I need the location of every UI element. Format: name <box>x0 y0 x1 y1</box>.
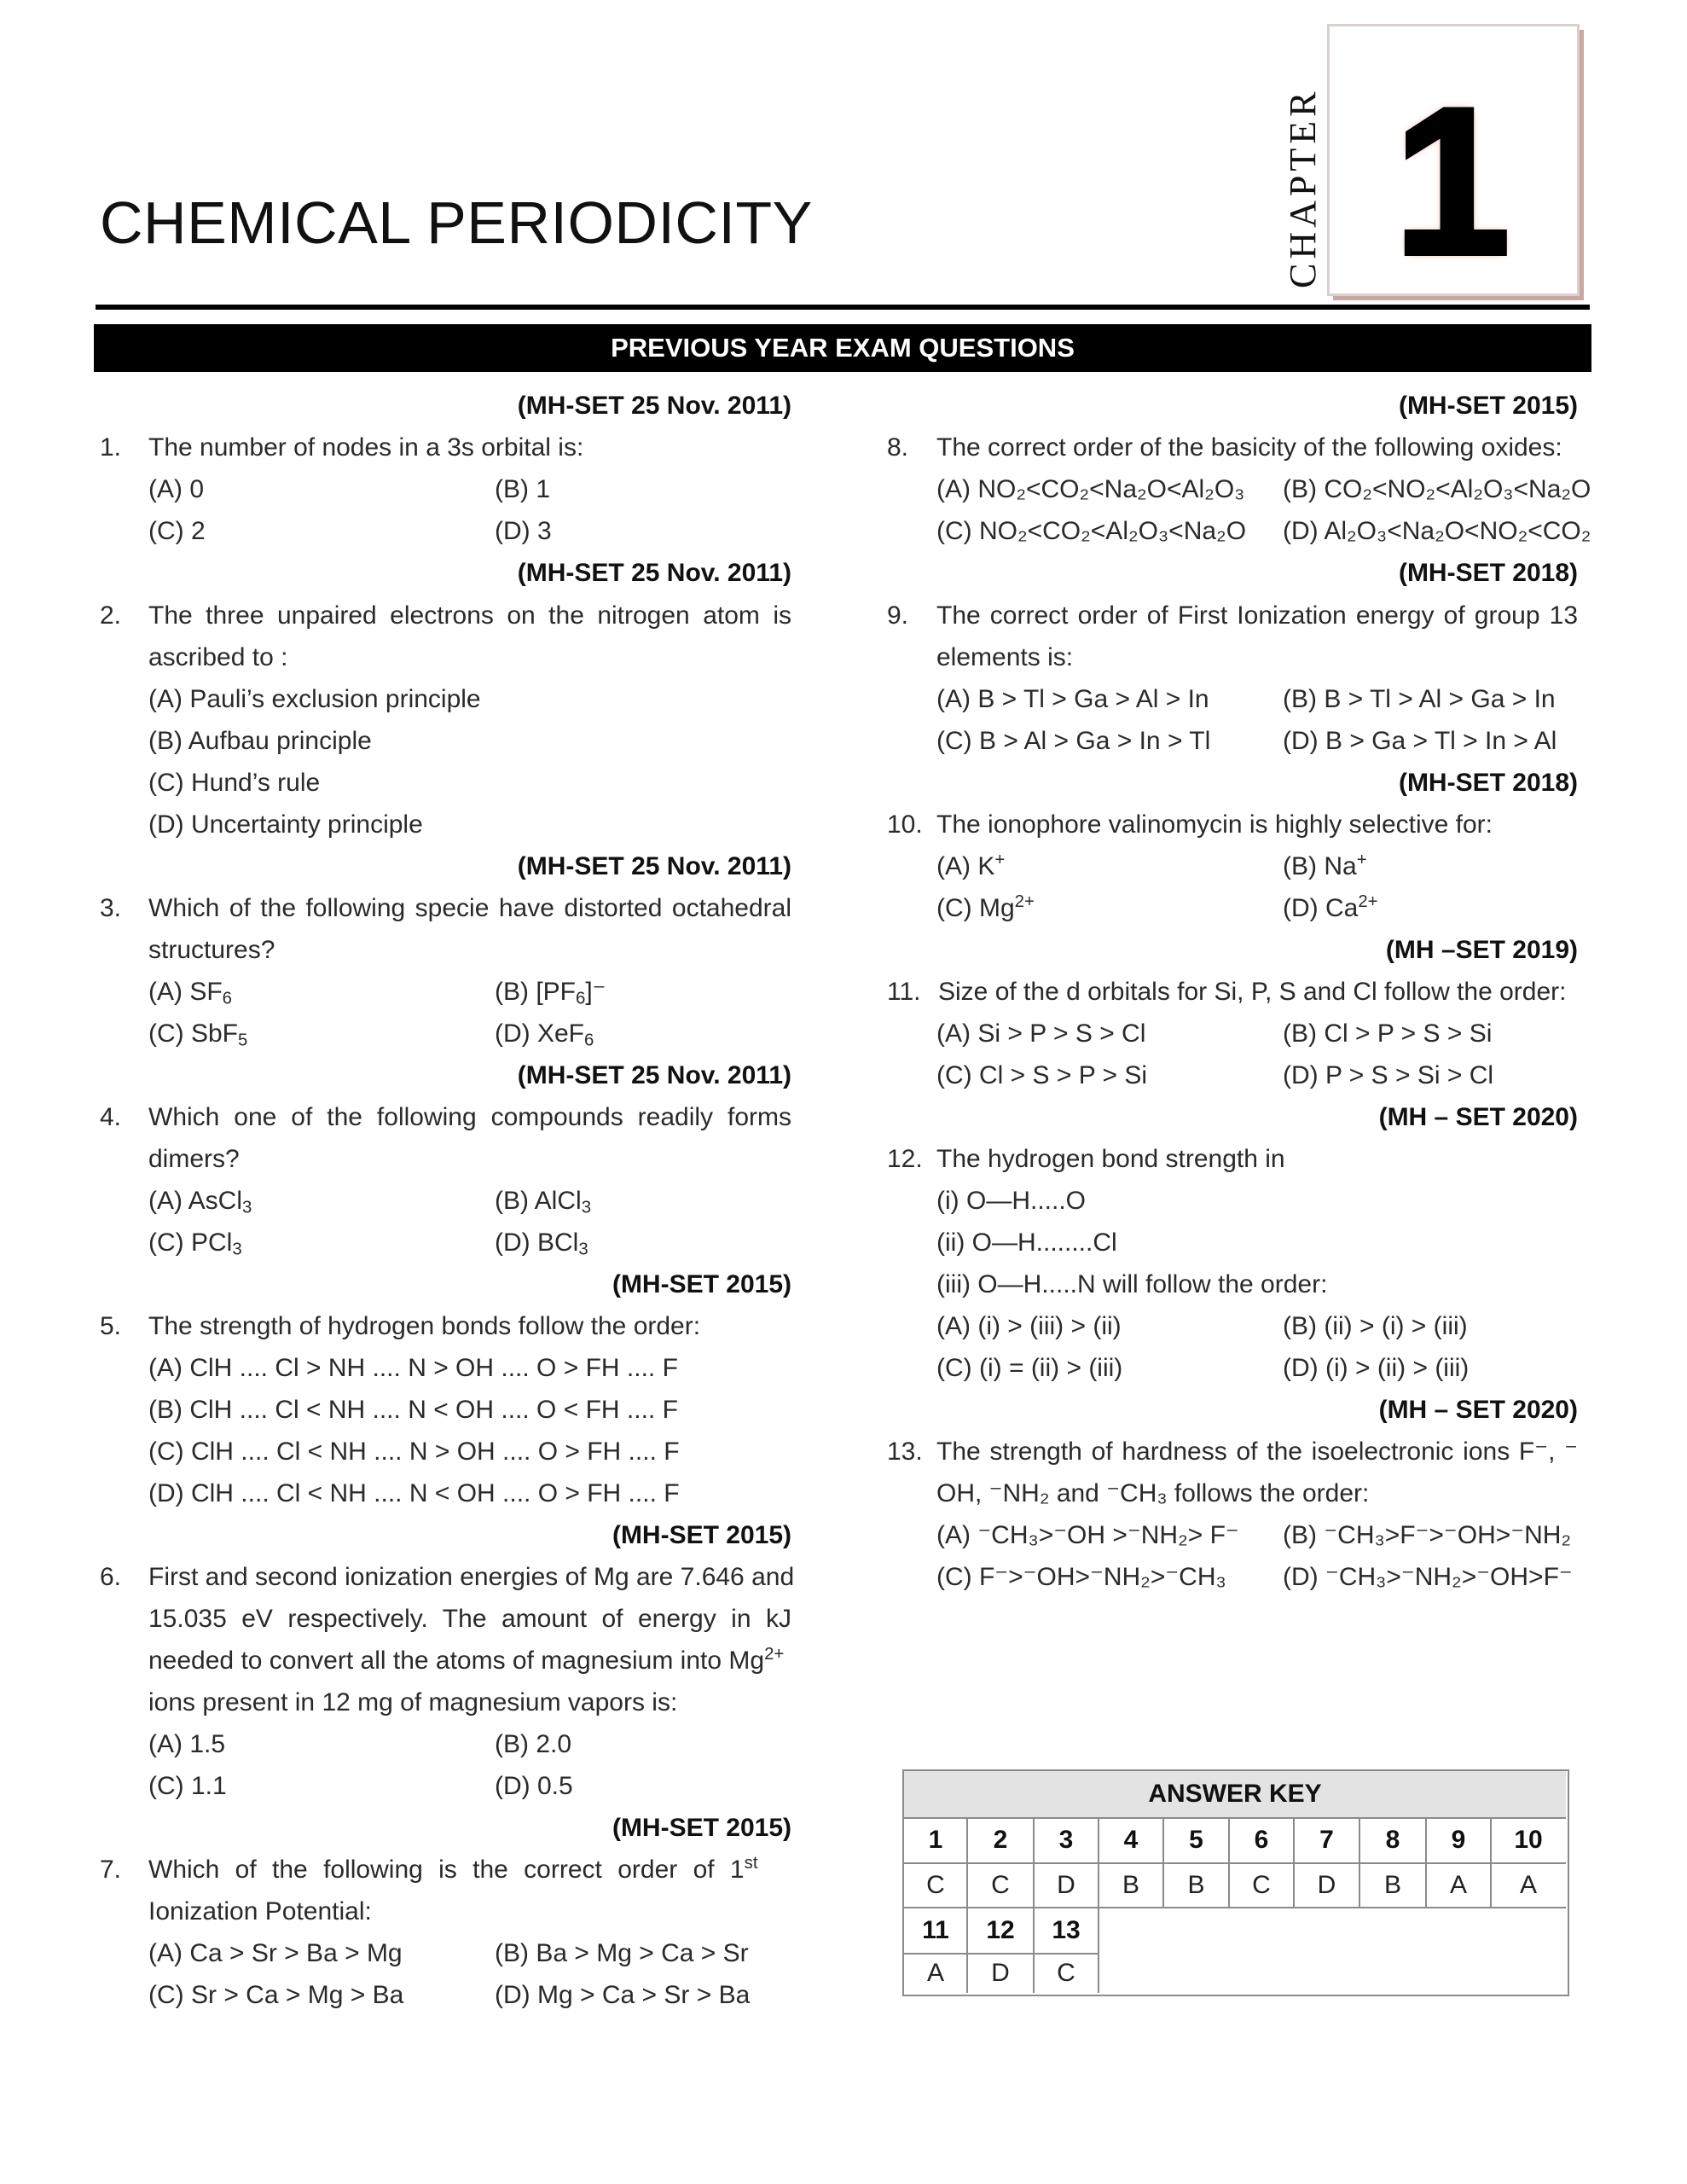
question-number: 3. <box>100 894 122 922</box>
answer-key-question-number: 7 <box>1319 1826 1334 1854</box>
option-a: (A) Si > P > S > Cl <box>936 1019 1146 1048</box>
option-b: (B) (ii) > (i) > (iii) <box>1283 1312 1468 1340</box>
answer-key-question-number: 8 <box>1385 1826 1400 1854</box>
answer-key-answer: D <box>1317 1871 1336 1899</box>
option-b: (B) ⁻CH₃>F⁻>⁻OH>⁻NH₂ <box>1283 1521 1572 1549</box>
option-b: (B) Aufbau principle <box>148 727 372 755</box>
question-number: 13. <box>887 1438 923 1466</box>
option-c: (C) F⁻>⁻OH>⁻NH₂>⁻CH₃ <box>936 1563 1226 1591</box>
option-d: (D) Mg > Ca > Sr > Ba <box>495 1981 751 2009</box>
question-text: needed to convert all the atoms of magnesium into $Mg^{2+}$ <box>148 1644 785 1675</box>
option-d: (D) 3 <box>495 517 552 545</box>
answer-key-question-number: 4 <box>1123 1826 1139 1854</box>
option-c: (C) ClH .... Cl < NH .... N > OH .... O > FH .... F <box>148 1438 680 1466</box>
question-number: 12. <box>887 1145 923 1173</box>
answer-key-answer: D <box>991 1959 1010 1987</box>
option-b: (B) 1 <box>495 475 551 503</box>
option-c: (C) Cl > S > P > Si <box>936 1061 1148 1089</box>
option-c: (C) B > Al > Ga > In > Tl <box>936 727 1211 755</box>
exam-source: (MH-SET 2015) <box>612 1270 791 1298</box>
question-text: Size of the d orbitals for Si, P, S and Cl follow the order: <box>938 978 1567 1006</box>
question-number: 2. <box>100 601 122 630</box>
answer-key-question-number: 2 <box>993 1826 1008 1854</box>
answer-key-answer: A <box>1449 1871 1467 1899</box>
answer-key-title: ANSWER KEY <box>904 1771 1566 1819</box>
exam-source: (MH-SET 25 Nov. 2011) <box>517 559 791 587</box>
option-b: (B) $[PF_6]^-$ <box>495 978 606 1008</box>
option-c: (C) 1.1 <box>148 1772 227 1800</box>
question-text: ions present in 12 mg of magnesium vapors is: <box>148 1688 678 1716</box>
exam-source: (MH-SET 2015) <box>1398 392 1578 420</box>
chapter-label-text: CHAPTER <box>1282 87 1324 288</box>
question-number: 6. <box>100 1563 122 1591</box>
answer-key-answer: A <box>926 1959 944 1987</box>
option-d: (D) (i) > (ii) > (iii) <box>1283 1354 1470 1382</box>
header-divider <box>96 305 1590 310</box>
question-text: The hydrogen bond strength in <box>936 1145 1285 1173</box>
question-number: 1. <box>100 433 122 462</box>
answer-key-answer: C <box>926 1871 945 1899</box>
answer-key-question-number: 9 <box>1451 1826 1466 1854</box>
option-d: (D) 0.5 <box>495 1772 573 1800</box>
question-text: elements is: <box>936 643 1074 671</box>
exam-source: (MH-SET 2018) <box>1398 769 1578 797</box>
question-number: 10. <box>887 810 923 839</box>
answer-key-question-number: 5 <box>1189 1826 1203 1854</box>
option-b: (B) B > Tl > Al > Ga > In <box>1283 685 1556 713</box>
question-text: The strength of hardness of the isoelectronic ions F⁻, ⁻ <box>936 1438 1578 1466</box>
exam-source: (MH-SET 2015) <box>612 1814 791 1842</box>
question-number: 4. <box>100 1103 122 1131</box>
option-c: (C) SbF$_5$ <box>148 1019 248 1050</box>
answer-key-question-number: 10 <box>1514 1826 1543 1854</box>
question-number: 7. <box>100 1856 122 1884</box>
option-c: (C) NO₂<CO₂<Al₂O₃<Na₂O <box>936 517 1247 545</box>
option-c: (C) $Mg^{2+}$ <box>936 892 1035 922</box>
exam-source: (MH-SET 25 Nov. 2011) <box>517 392 791 420</box>
answer-key-question-number: 1 <box>928 1826 943 1854</box>
option-a: (A) K+ <box>936 850 1006 880</box>
answer-key-question-number: 6 <box>1254 1826 1269 1854</box>
option-d: (D) P > S > Si > Cl <box>1283 1061 1494 1089</box>
answer-key-answer: B <box>1383 1871 1401 1899</box>
option-d: (D) BCl$_3$ <box>495 1228 588 1259</box>
question-text: Which of the following is the correct order of 1st <box>148 1853 758 1884</box>
answer-key-question-number: 3 <box>1058 1826 1074 1854</box>
question-number: 5. <box>100 1312 122 1340</box>
exam-source: (MH-SET 25 Nov. 2011) <box>517 852 791 880</box>
option-a: (A) (i) > (iii) > (ii) <box>936 1312 1122 1340</box>
option-c: (C) (i) = (ii) > (iii) <box>936 1354 1123 1382</box>
question-text: The strength of hydrogen bonds follow the order: <box>148 1312 701 1340</box>
option-a: (A) 0 <box>148 475 205 503</box>
question-text: The three unpaired electrons on the nitrogen atom is <box>148 601 791 630</box>
question-text: structures? <box>148 936 275 964</box>
option-a: (A) Ca > Sr > Ba > Mg <box>148 1939 403 1967</box>
exam-source: (MH –SET 2019) <box>1385 936 1578 964</box>
option-a: (A) $SF_6$ <box>148 978 233 1008</box>
option-d: (D) ⁻CH₃>⁻NH₂>⁻OH>F⁻ <box>1283 1563 1573 1591</box>
exam-source: (MH – SET 2020) <box>1378 1396 1578 1424</box>
question-text: ascribed to : <box>148 643 288 671</box>
answer-key-answer: D <box>1057 1871 1075 1899</box>
exam-source: (MH-SET 2015) <box>612 1521 791 1549</box>
question-text: The correct order of the basicity of the following oxides: <box>936 433 1562 462</box>
option-a: (A) ClH .... Cl > NH .... N > OH .... O > FH .... F <box>148 1354 678 1382</box>
option-d: (D) Al₂O₃<Na₂O<NO₂<CO₂ <box>1283 517 1591 545</box>
answer-key-answer: C <box>1057 1959 1075 1987</box>
option-c: (C) Sr > Ca > Mg > Ba <box>148 1981 404 2009</box>
option-b: (B) 2.0 <box>495 1730 572 1758</box>
question-text: Which one of the following compounds readily forms <box>148 1103 791 1131</box>
question-text: Ionization Potential: <box>148 1897 372 1926</box>
question-text: The correct order of First Ionization energy of group 13 <box>936 601 1578 630</box>
answer-key-answer: A <box>1519 1871 1537 1899</box>
option-d: (D) XeF$_6$ <box>495 1019 594 1050</box>
option-a: (A) AsCl$_3$ <box>148 1187 252 1217</box>
option-b: (B) AlCl$_3$ <box>495 1187 592 1217</box>
option-b: (B) Ba > Mg > Ca > Sr <box>495 1939 749 1967</box>
question-text: (ii) O—H........Cl <box>936 1228 1117 1257</box>
option-c: (C) Hund’s rule <box>148 769 321 797</box>
option-d: (D) $Ca^{2+}$ <box>1283 892 1378 922</box>
answer-key-question-number: 13 <box>1052 1916 1081 1944</box>
answer-key-question-number: 12 <box>986 1916 1015 1944</box>
question-text: OH, ⁻NH₂ and ⁻CH₃ follows the order: <box>936 1479 1370 1507</box>
chapter-number: 1 <box>1394 64 1510 298</box>
option-b: (B) CO₂<NO₂<Al₂O₃<Na₂O <box>1283 475 1591 503</box>
option-b: (B) Na+ <box>1283 850 1367 880</box>
question-text: dimers? <box>148 1145 240 1173</box>
answer-key-answer: C <box>1252 1871 1271 1899</box>
question-text: The number of nodes in a 3s orbital is: <box>148 433 584 462</box>
exam-source: (MH-SET 2018) <box>1398 559 1578 587</box>
question-text: (i) O—H.....O <box>936 1187 1086 1215</box>
option-d: (D) ClH .... Cl < NH .... N < OH .... O > FH .... F <box>148 1479 680 1507</box>
question-number: 9. <box>887 601 909 630</box>
exam-source: (MH-SET 25 Nov. 2011) <box>517 1061 791 1089</box>
question-number: 8. <box>887 433 909 462</box>
question-text: 15.035 eV respectively. The amount of energy in kJ <box>148 1605 791 1633</box>
option-d: (D) B > Ga > Tl > In > Al <box>1283 727 1557 755</box>
section-banner: PREVIOUS YEAR EXAM QUESTIONS <box>94 324 1591 372</box>
exam-source: (MH – SET 2020) <box>1378 1103 1578 1131</box>
question-number: 11. <box>887 978 921 1006</box>
question-text: The ionophore valinomycin is highly selective for: <box>936 810 1493 839</box>
answer-key-answer: B <box>1122 1871 1139 1899</box>
option-a: (A) B > Tl > Ga > Al > In <box>936 685 1209 713</box>
option-c: (C) 2 <box>148 517 206 545</box>
option-a: (A) NO₂<CO₂<Na₂O<Al₂O₃ <box>936 475 1245 503</box>
page-title: CHEMICAL PERIODICITY <box>100 189 813 256</box>
question-text: First and second ionization energies of Mg are 7.646 and <box>148 1563 795 1591</box>
option-d: (D) Uncertainty principle <box>148 810 423 839</box>
question-text: (iii) O—H.....N will follow the order: <box>936 1270 1328 1298</box>
option-b: (B) Cl > P > S > Si <box>1283 1019 1493 1048</box>
option-a: (A) 1.5 <box>148 1730 226 1758</box>
answer-key-question-number: 11 <box>922 1916 949 1944</box>
option-a: (A) ⁻CH₃>⁻OH >⁻NH₂> F⁻ <box>936 1521 1239 1549</box>
answer-key-answer: B <box>1187 1871 1205 1899</box>
option-a: (A) Pauli’s exclusion principle <box>148 685 481 713</box>
option-b: (B) ClH .... Cl < NH .... N < OH .... O < FH .... F <box>148 1396 678 1424</box>
answer-key-answer: C <box>991 1871 1010 1899</box>
option-c: (C) PCl$_3$ <box>148 1228 242 1259</box>
question-text: Which of the following specie have distorted octahedral <box>148 894 791 922</box>
